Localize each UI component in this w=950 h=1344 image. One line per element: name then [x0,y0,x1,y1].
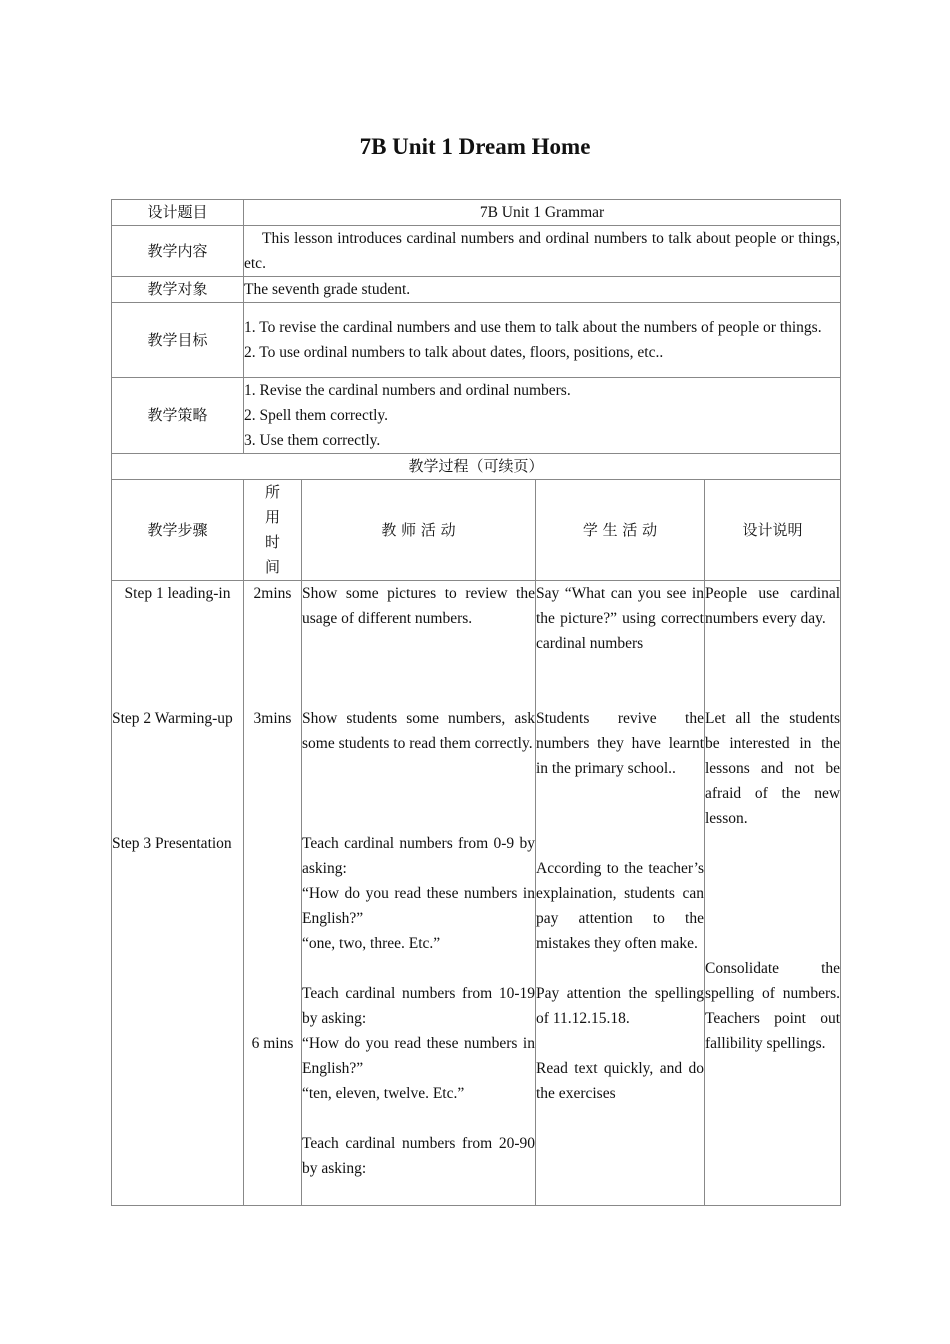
student-activity: Say “What can you see in the picture?” using correct cardinal numbers [536,585,704,652]
teacher-activity: “one, two, three. Etc.” [302,935,441,952]
step-3-time: 6 mins [251,1035,294,1052]
student-activity: Pay attention the spelling of 11.12.15.18. [536,985,704,1027]
target-value: The seventh grade student. [244,277,841,303]
step-cell [112,581,244,1206]
topic-row [112,200,841,226]
teacher-activity: “ten, eleven, twelve. Etc.” [302,1085,465,1102]
student-activity: According to the teacher’s explaination, students can pay attention to the mistakes they often make. [536,860,704,952]
step-1-label: Step 1 leading-in [124,585,231,602]
strategy-row [112,378,841,454]
target-row [112,277,841,303]
design-note-cell [705,581,841,1206]
strategy-cell [244,378,841,454]
teacher-activity: “How do you read these numbers in English?” [302,1035,535,1077]
goal-item: 2. To use ordinal numbers to talk about dates, floors, positions, etc.. [244,344,664,361]
step-1-time: 2mins [253,585,292,602]
goals-label: 教学目标 [112,303,244,378]
time-cell [244,581,302,1206]
design-note: Let all the students be interested in the lessons and not be afraid of the new lesson. [705,710,841,827]
document-title: 7B Unit 1 Dream Home [359,134,591,159]
col-design-header: 设计说明 [705,480,841,581]
process-body-row [112,581,841,1206]
column-header-row [112,480,841,581]
student-activity: Students revive the numbers they have learnt in the primary school.. [536,710,704,777]
strategy-item: 2. Spell them correctly. [244,407,389,424]
target-label: 教学对象 [112,277,244,303]
student-activity: Read text quickly, and do the exercises [536,1060,704,1102]
process-header-row [112,454,841,480]
design-note: People use cardinal numbers every day. [705,585,841,627]
strategy-label: 教学策略 [112,378,244,454]
teacher-activity-cell [302,581,536,1206]
col-step-header: 教学步骤 [112,480,244,581]
teacher-activity: Teach cardinal numbers from 10-19 by asking: [302,985,535,1027]
teacher-activity: Show some pictures to review the usage of different numbers. [302,585,535,627]
content-value: This lesson introduces cardinal numbers and ordinal numbers to talk about people or things, etc. [244,226,841,277]
col-teacher-header: 教 师 活 动 [302,480,536,581]
strategy-item: 3. Use them correctly. [244,432,381,449]
teacher-activity: “How do you read these numbers in English?” [302,885,535,927]
goals-cell [244,303,841,378]
content-row [112,226,841,277]
step-3-label: Step 3 Presentation [112,835,232,852]
step-2-label: Step 2 Warming-up [112,710,233,727]
process-header: 教学过程（可续页） [112,454,841,480]
content-label: 教学内容 [112,226,244,277]
student-activity-cell [536,581,705,1206]
topic-label: 设计题目 [112,200,244,226]
teacher-activity: Teach cardinal numbers from 20-90 by asking: [302,1135,535,1177]
strategy-item: 1. Revise the cardinal numbers and ordinal numbers. [244,382,571,399]
step-2-time: 3mins [253,710,292,727]
design-note: Consolidate the spelling of numbers. Teachers point out fallibility spellings. [705,960,841,1052]
goals-row [112,303,841,378]
col-time-header: 所 用 时 间 [244,480,302,581]
goal-item: 1. To revise the cardinal numbers and use them to talk about the numbers of people or things. [244,319,822,336]
topic-value: 7B Unit 1 Grammar [244,200,841,226]
col-student-header: 学 生 活 动 [536,480,705,581]
teacher-activity: Teach cardinal numbers from 0-9 by asking: [302,835,535,877]
teacher-activity: Show students some numbers, ask some students to read them correctly. [302,710,535,752]
lesson-plan-table [111,199,841,1206]
